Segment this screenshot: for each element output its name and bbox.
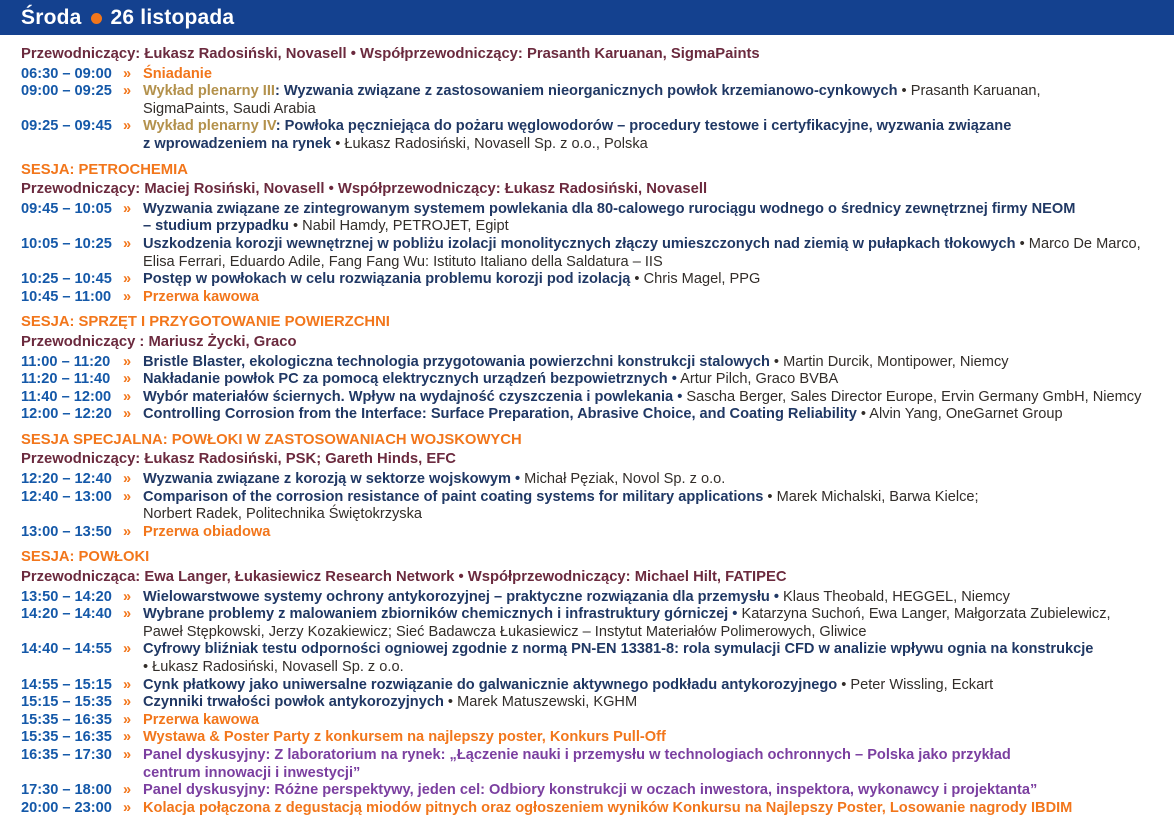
event-content — [143, 406, 1156, 424]
time-range: 10:25 – 10:45 — [21, 271, 112, 288]
event-speakers: Klaus Theobald, HEGGEL, Niemcy — [778, 588, 1010, 605]
time-range: 14:40 – 14:55 — [21, 641, 112, 658]
event-speakers: Sascha Berger, Sales Director Europe, Ervin Germany GmbH, Niemcy — [682, 388, 1142, 405]
event-content — [143, 201, 1156, 236]
schedule-row — [21, 289, 1156, 307]
event-content — [143, 83, 1156, 118]
chevron-icon: » — [123, 406, 132, 423]
chevron-icon: » — [123, 235, 132, 252]
time-range: 15:35 – 16:35 — [21, 711, 112, 728]
event-content — [143, 236, 1156, 271]
event-title: Nakładanie powłok PC za pomocą elektrycznych urządzeń bezpowietrznych • — [143, 371, 677, 388]
session-chairs: Przewodniczący : Mariusz Życki, Graco — [21, 333, 297, 350]
day-header-bar — [0, 0, 1174, 35]
event-break-label: Przerwa obiadowa — [143, 523, 271, 540]
chevron-icon: » — [123, 200, 132, 217]
chevron-icon: » — [123, 371, 132, 388]
event-speakers: Elisa Ferrari, Eduardo Adile, Fang Fang Wu: Istituto Italiano della Saldatura – IIS — [143, 253, 663, 270]
event-speakers: Katarzyna Suchoń, Ewa Langer, Małgorzata Zubielewicz, — [737, 606, 1111, 623]
event-title: Comparison of the corrosion resistance of paint coating systems for military applications — [143, 488, 764, 505]
event-content — [143, 747, 1156, 782]
schedule-row — [21, 589, 1156, 607]
schedule-row — [21, 694, 1156, 712]
schedule-row — [21, 489, 1156, 524]
schedule-row — [21, 201, 1156, 236]
event-title: – studium przypadku — [143, 218, 289, 235]
schedule-row — [21, 606, 1156, 641]
event-speakers: Norbert Radek, Politechnika Świętokrzyska — [143, 506, 423, 523]
event-title: : Wyzwania związane z zastosowaniem nieorganicznych powłok krzemianowo-cynkowych — [274, 83, 898, 100]
schedule-row — [21, 641, 1156, 676]
chevron-icon: » — [123, 271, 132, 288]
time-range: 10:45 – 11:00 — [21, 288, 112, 305]
schedule-row — [21, 66, 1156, 84]
event-content — [143, 354, 1156, 372]
schedule-row — [21, 371, 1156, 389]
time-range: 20:00 – 23:00 — [21, 799, 112, 816]
event-content — [143, 677, 1156, 695]
event-speakers: Artur Pilch, Graco BVBA — [676, 371, 839, 388]
time-range: 11:40 – 12:00 — [21, 388, 112, 405]
chevron-icon: » — [123, 676, 132, 693]
time-range: 10:05 – 10:25 — [21, 235, 112, 252]
date-text: 26 listopada — [110, 5, 235, 29]
time-range: 11:20 – 11:40 — [21, 371, 111, 388]
time-range: 13:50 – 14:20 — [21, 588, 112, 605]
time-range: 09:45 – 10:05 — [21, 200, 112, 217]
time-range: 14:55 – 15:15 — [21, 676, 112, 693]
chevron-icon: » — [123, 65, 132, 82]
session-header: SESJA: SPRZĘT I PRZYGOTOWANIE POWIERZCHNI — [21, 314, 390, 331]
session-header: SESJA SPECJALNA: POWŁOKI W ZASTOSOWANIACH WOJSKOWYCH — [21, 431, 522, 448]
event-content — [143, 289, 1156, 307]
event-speakers: • Łukasz Radosiński, Novasell Sp. z o.o., Polska — [331, 135, 648, 152]
event-speakers: • Marco De Marco, — [1015, 235, 1141, 252]
session-section — [21, 432, 1156, 542]
time-range: 12:20 – 12:40 — [21, 471, 112, 488]
plenary-label: Wykład plenarny III — [143, 83, 275, 100]
panel-label: Panel dyskusyjny: Różne perspektywy, jeden cel: Odbiory konstrukcji w oczach inwestora, inspektora, wykonawcy i projektanta” — [143, 782, 1038, 799]
time-range: 09:25 – 09:45 — [21, 118, 112, 135]
event-title: z wprowadzeniem na rynek — [143, 135, 332, 152]
event-content — [143, 782, 1156, 800]
event-speakers: SigmaPaints, Saudi Arabia — [143, 100, 316, 117]
event-break-label: Wystawa & Poster Party z konkursem na najlepszy poster, Konkurs Pull-Off — [143, 729, 666, 746]
chevron-icon: » — [123, 729, 132, 746]
event-content — [143, 641, 1156, 676]
time-range: 14:20 – 14:40 — [21, 606, 112, 623]
event-title: : Powłoka pęczniejąca do pożaru węglowodorów – procedury testowe i certyfikacyjne, wyzwania związane — [275, 118, 1012, 135]
schedule — [0, 35, 1174, 817]
time-range: 12:00 – 12:20 — [21, 406, 112, 423]
event-speakers: • Łukasz Radosiński, Novasell Sp. z o.o. — [143, 659, 404, 675]
session-section — [21, 162, 1156, 307]
event-content — [143, 800, 1156, 818]
event-speakers: Paweł Stępkowski, Jerzy Kozakiewicz; Sieć Badawcza Łukasiewicz – Instytut Materiałów Polimerowych, Gliwice — [143, 623, 867, 640]
schedule-row — [21, 83, 1156, 118]
session-section — [21, 46, 1156, 154]
day-name: Środa — [21, 5, 82, 29]
session-section — [21, 549, 1156, 817]
event-content — [143, 471, 1156, 489]
chevron-icon: » — [123, 488, 132, 505]
event-speakers: • Chris Magel, PPG — [630, 271, 761, 288]
schedule-row — [21, 677, 1156, 695]
event-title: Wybrane problemy z malowaniem zbiorników chemicznych i infrastruktury górniczej • — [143, 606, 738, 623]
event-title: Cynk płatkowy jako uniwersalne rozwiązanie do galwanicznie aktywnego podkładu antykorozyjnego — [143, 676, 838, 693]
chevron-icon: » — [123, 746, 132, 763]
time-range: 09:00 – 09:25 — [21, 83, 112, 100]
schedule-row — [21, 729, 1156, 747]
event-speakers: Michał Pęziak, Novol Sp. z o.o. — [520, 471, 726, 488]
event-content — [143, 606, 1156, 641]
chevron-icon: » — [123, 711, 132, 728]
chevron-icon: » — [123, 388, 132, 405]
time-range: 15:15 – 15:35 — [21, 694, 112, 711]
event-content — [143, 489, 1156, 524]
event-content — [143, 389, 1156, 407]
event-speakers: • Prasanth Karuanan, — [897, 83, 1041, 100]
schedule-row — [21, 354, 1156, 372]
event-break-label: Przerwa kawowa — [143, 288, 259, 305]
chevron-icon: » — [123, 83, 132, 100]
session-header: SESJA: POWŁOKI — [21, 549, 150, 566]
chevron-icon: » — [123, 782, 132, 799]
session-chairs: Przewodniczący: Łukasz Radosiński, Novasell • Współprzewodniczący: Prasanth Karuanan, SigmaPaints — [21, 46, 760, 62]
event-title: Wyzwania związane z korozją w sektorze wojskowym • — [143, 471, 521, 488]
header-bullet-icon — [91, 13, 102, 24]
event-content — [143, 118, 1156, 153]
time-range: 17:30 – 18:00 — [21, 782, 112, 799]
chevron-icon: » — [123, 353, 132, 370]
event-speakers: • Peter Wissling, Eckart — [837, 676, 994, 693]
session-chairs: Przewodnicząca: Ewa Langer, Łukasiewicz Research Network • Współprzewodniczący: Michael Hilt, FATIPEC — [21, 569, 787, 586]
schedule-row — [21, 524, 1156, 542]
chevron-icon: » — [123, 694, 132, 711]
event-speakers: • Marek Michalski, Barwa Kielce; — [763, 488, 979, 505]
schedule-row — [21, 800, 1156, 818]
event-title: Postęp w powłokach w celu rozwiązania problemu korozji pod izolacją — [143, 271, 631, 288]
time-range: 16:35 – 17:30 — [21, 746, 112, 763]
event-content — [143, 729, 1156, 747]
event-title: Wielowarstwowe systemy ochrony antykorozyjnej – praktyczne rozwiązania dla przemysłu • — [143, 588, 779, 605]
chevron-icon: » — [123, 606, 132, 623]
time-range: 13:00 – 13:50 — [21, 523, 112, 540]
panel-label: centrum innowacji i inwestycji” — [143, 764, 361, 781]
event-title: Wybór materiałów ściernych. Wpływ na wydajność czyszczenia i powlekania • — [143, 388, 683, 405]
schedule-row — [21, 782, 1156, 800]
time-range: 06:30 – 09:00 — [21, 65, 112, 82]
event-content — [143, 712, 1156, 730]
schedule-row — [21, 406, 1156, 424]
time-range: 12:40 – 13:00 — [21, 488, 112, 505]
time-range: 11:00 – 11:20 — [21, 353, 111, 370]
event-title: Wyzwania związane ze zintegrowanym systemem powlekania dla 80-calowego rurociągu wodnego o średnicy zewnętrznej firmy NEOM — [143, 200, 1076, 217]
event-content — [143, 66, 1156, 84]
time-range: 15:35 – 16:35 — [21, 729, 112, 746]
event-speakers: • Marek Matuszewski, KGHM — [443, 694, 638, 711]
schedule-row — [21, 747, 1156, 782]
session-header: SESJA: PETROCHEMIA — [21, 161, 188, 178]
event-title: Cyfrowy bliźniak testu odporności ogniowej zgodnie z normą PN-EN 13381-8: rola symulacji CFD w analizie wpływu ognia na konstrukcje — [143, 641, 1094, 658]
chevron-icon: » — [123, 588, 132, 605]
schedule-row — [21, 712, 1156, 730]
event-content — [143, 524, 1156, 542]
schedule-row — [21, 471, 1156, 489]
chevron-icon: » — [123, 523, 132, 540]
event-break-label: Śniadanie — [143, 65, 212, 82]
schedule-row — [21, 236, 1156, 271]
event-content — [143, 589, 1156, 607]
panel-label: Panel dyskusyjny: Z laboratorium na rynek: „Łączenie nauki i przemysłu w technologiach ochronnych – Polska jako przykład — [143, 746, 1011, 763]
schedule-row — [21, 271, 1156, 289]
chevron-icon: » — [123, 118, 132, 135]
event-title: Bristle Blaster, ekologiczna technologia przygotowania powierzchni konstrukcji stalowych — [143, 353, 770, 370]
event-title: Controlling Corrosion from the Interface: Surface Preparation, Abrasive Choice, and Coating Reliability — [143, 406, 857, 423]
event-speakers: • Alvin Yang, OneGarnet Group — [856, 406, 1063, 423]
event-break-label: Kolacja połączona z degustacją miodów pitnych oraz ogłoszeniem wyników Konkursu na Najlepszy Poster, Losowanie nagrody IBDIM — [143, 799, 1073, 816]
chevron-icon: » — [123, 799, 132, 816]
event-content — [143, 371, 1156, 389]
chevron-icon: » — [123, 641, 132, 658]
event-content — [143, 694, 1156, 712]
plenary-label: Wykład plenarny IV — [143, 118, 276, 135]
event-title: Uszkodzenia korozji wewnętrznej w pobliżu izolacji monolitycznych złączy umieszczonych nad ziemią w pułapkach tłokowych — [143, 235, 1016, 252]
session-chairs: Przewodniczący: Łukasz Radosiński, PSK; Gareth Hinds, EFC — [21, 451, 456, 468]
session-chairs: Przewodniczący: Maciej Rosiński, Novasell • Współprzewodniczący: Łukasz Radosiński, Novasell — [21, 181, 708, 198]
schedule-row — [21, 118, 1156, 153]
event-speakers: • Martin Durcik, Montipower, Niemcy — [769, 353, 1009, 370]
event-speakers: • Nabil Hamdy, PETROJET, Egipt — [288, 218, 509, 235]
event-break-label: Przerwa kawowa — [143, 711, 259, 728]
event-content — [143, 271, 1156, 289]
event-title: Czynniki trwałości powłok antykorozyjnych — [143, 694, 444, 711]
chevron-icon: » — [123, 288, 132, 305]
session-section — [21, 314, 1156, 424]
schedule-row — [21, 389, 1156, 407]
chevron-icon: » — [123, 471, 132, 488]
